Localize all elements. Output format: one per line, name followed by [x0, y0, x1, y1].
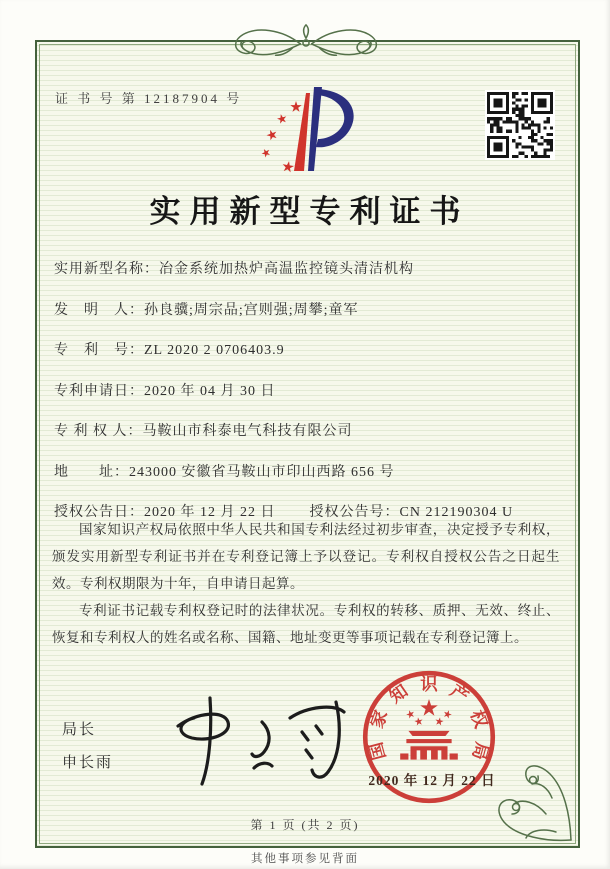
field-row-address [54, 462, 559, 483]
field-row-inventors [54, 300, 559, 321]
certificate-title: 实用新型专利证书 [149, 194, 470, 229]
field-value: 马鞍山市科泰电气科技有限公司 [142, 424, 353, 439]
top-scroll-ornament-icon [196, 23, 416, 61]
field-value: 2020 年 04 月 30 日 [144, 383, 276, 399]
field-row-filing-date [54, 381, 559, 402]
field-row-patentee [54, 421, 559, 442]
field-label: 发 明 人： [54, 302, 144, 318]
qr-code [485, 90, 555, 160]
field-value: 孙良骥;周宗品;宫则强;周攀;童军 [144, 302, 359, 318]
national-emblem-icon [400, 699, 458, 760]
director-signature [150, 688, 350, 798]
grant-no-value: CN 212190304 U [399, 505, 514, 520]
certificate-number: 证 书 号 第 12187904 号 [55, 91, 243, 106]
cnipa-logo [252, 83, 368, 175]
signer-block [62, 718, 113, 784]
grant-date-label: 授权公告日： [54, 505, 144, 520]
signer-name: 申长雨 [62, 755, 114, 771]
field-label: 专利申请日： [54, 383, 144, 399]
field-label: 专 利 号： [54, 343, 144, 358]
back-side-note: 其他事项参见背面 [251, 853, 359, 865]
grant-date-value: 2020 年 12 月 22 日 [144, 505, 276, 520]
signer-position: 局长 [62, 722, 97, 738]
legal-paragraph-1: 国家知识产权局依照中华人民共和国专利法经过初步审查，决定授予专利权，颁发实用新型专利证书并在专利登记簿上予以登记。专利权自授权公告之日起生效。专利权期限为十年，自申请日起算。 [52, 522, 560, 591]
seal-date: 2020 年 12 月 22 日 [368, 773, 496, 788]
field-value: ZL 2020 2 0706403.9 [144, 343, 285, 358]
field-list [54, 259, 559, 543]
field-value: 243000 安徽省马鞍山市印山西路 656 号 [129, 464, 395, 480]
legal-text [52, 516, 560, 651]
grant-no-label: 授权公告号： [309, 505, 400, 520]
field-row-patent-no [54, 340, 559, 361]
legal-paragraph-2: 专利证书记载专利权登记时的法律状况。专利权的转移、质押、无效、终止、恢复和专利权人的姓名或名称、国籍、地址变更等事项记载在专利登记簿上。 [52, 603, 560, 645]
seal-ring-text: 国家知识产权局 [365, 673, 493, 763]
page-number: 第 1 页 (共 2 页) [250, 818, 360, 832]
field-label: 专 利 权 人： [54, 424, 143, 439]
field-value: 冶金系统加热炉高温监控镜头清洁机构 [159, 262, 414, 277]
field-label: 实用新型名称： [54, 262, 159, 277]
field-row-name [54, 259, 559, 280]
field-label: 地 址： [54, 464, 129, 480]
